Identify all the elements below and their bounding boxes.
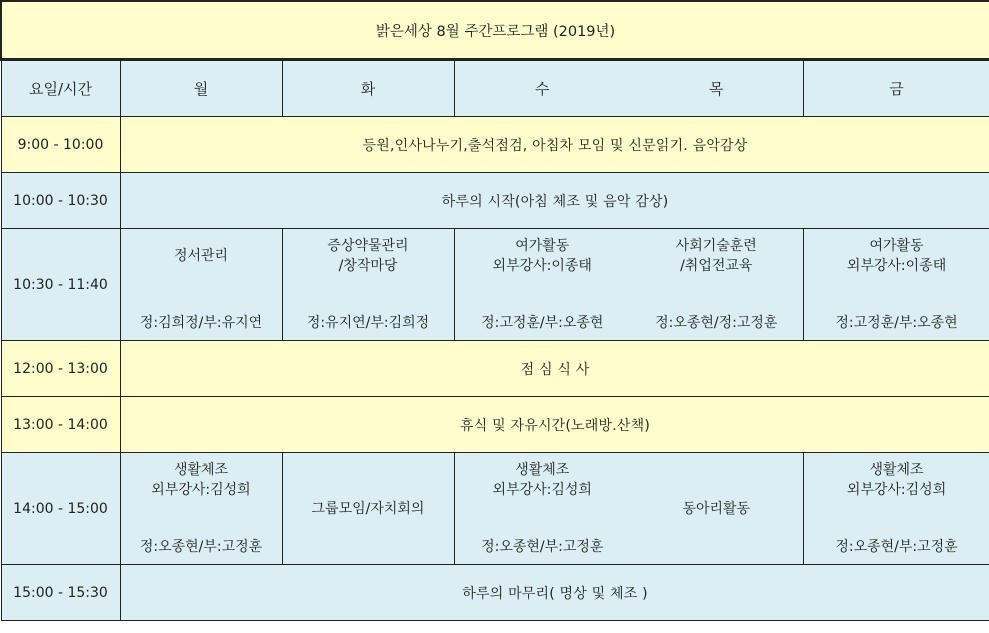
program-subname: 외부강사:이종태 — [846, 258, 947, 274]
activity-cell: 휴식 및 자유시간(노래방.산책) — [120, 397, 989, 453]
program-name: 증상약물관리 — [327, 238, 409, 254]
header-thu: 목 — [630, 60, 803, 117]
staff-label: 정:고정훈/부:오종현 — [481, 315, 604, 331]
program-subname: 외부강사:김성희 — [846, 482, 947, 498]
activity-cell: 하루의 마무리( 명상 및 체조 ) — [120, 565, 989, 621]
header-tue: 화 — [282, 60, 454, 117]
program-name: 생활체조 — [173, 462, 229, 478]
staff-label: 정:김희정/부:유지연 — [139, 315, 263, 331]
time-cell: 13:00 - 14:00 — [1, 397, 120, 453]
activity-cell: 등원,인사나누기,출석점검, 아침차 모임 및 신문읽기. 음악감상 — [120, 117, 989, 173]
time-cell: 10:00 - 10:30 — [1, 173, 120, 229]
program-cell-fri — [803, 453, 989, 565]
table-row — [1, 173, 989, 229]
program-subname: 외부강사:김성희 — [151, 482, 251, 498]
program-name: 정서관리 — [173, 248, 229, 264]
staff-label: 정:유지연/부:김희정 — [306, 315, 430, 331]
program-cell-fri — [803, 229, 989, 341]
time-cell: 12:00 - 13:00 — [1, 341, 120, 397]
program-name: 여가활동 — [869, 238, 924, 254]
program-subname: /창작마당 — [338, 258, 398, 274]
program-name: 그룹모임/자치회의 — [311, 500, 425, 517]
header-fri: 금 — [803, 60, 989, 117]
program-cell-mon — [120, 229, 282, 341]
header-time: 요일/시간 — [1, 60, 120, 117]
program-cell-thu — [630, 229, 803, 341]
table-title: 밝은세상 8월 주간프로그램 (2019년) — [1, 1, 989, 60]
table-row — [1, 453, 989, 565]
program-subname: 외부강사:김성희 — [492, 482, 592, 498]
program-subname: /취업전교육 — [680, 258, 753, 274]
time-cell: 15:00 - 15:30 — [1, 565, 120, 621]
table-row — [1, 229, 989, 341]
program-cell-wed — [454, 453, 630, 565]
table-row — [1, 397, 989, 453]
program-cell-mon — [120, 453, 282, 565]
table-row — [1, 341, 989, 397]
program-name: 생활체조 — [515, 462, 570, 478]
header-mon: 월 — [120, 60, 282, 117]
table-row — [1, 565, 989, 621]
program-cell-tue — [282, 453, 454, 565]
program-name: 생활체조 — [869, 462, 924, 478]
activity-cell: 점 심 식 사 — [120, 341, 989, 397]
program-name: 사회기술훈련 — [675, 238, 757, 254]
program-subname: 외부강사:이종태 — [492, 258, 592, 274]
time-cell: 14:00 - 15:00 — [1, 453, 120, 565]
program-cell-tue — [282, 229, 454, 341]
program-cell-thu — [630, 453, 803, 565]
program-name: 여가활동 — [515, 238, 570, 254]
program-name: 동아리활동 — [682, 500, 751, 517]
staff-label: 정:오종현/부:고정훈 — [835, 539, 958, 555]
time-cell: 10:30 - 11:40 — [1, 229, 120, 341]
staff-label: 정:고정훈/부:오종현 — [835, 315, 958, 331]
header-wed: 수 — [454, 60, 630, 117]
activity-cell: 하루의 시작(아침 체조 및 음악 감상) — [120, 173, 989, 229]
time-cell: 9:00 - 10:00 — [1, 117, 120, 173]
program-cell-wed — [454, 229, 630, 341]
staff-label: 정:오종현/정:고정훈 — [655, 315, 778, 331]
table-row — [1, 117, 989, 173]
staff-label: 정:오종현/부:고정훈 — [139, 539, 263, 555]
staff-label: 정:오종현/부:고정훈 — [481, 539, 604, 555]
